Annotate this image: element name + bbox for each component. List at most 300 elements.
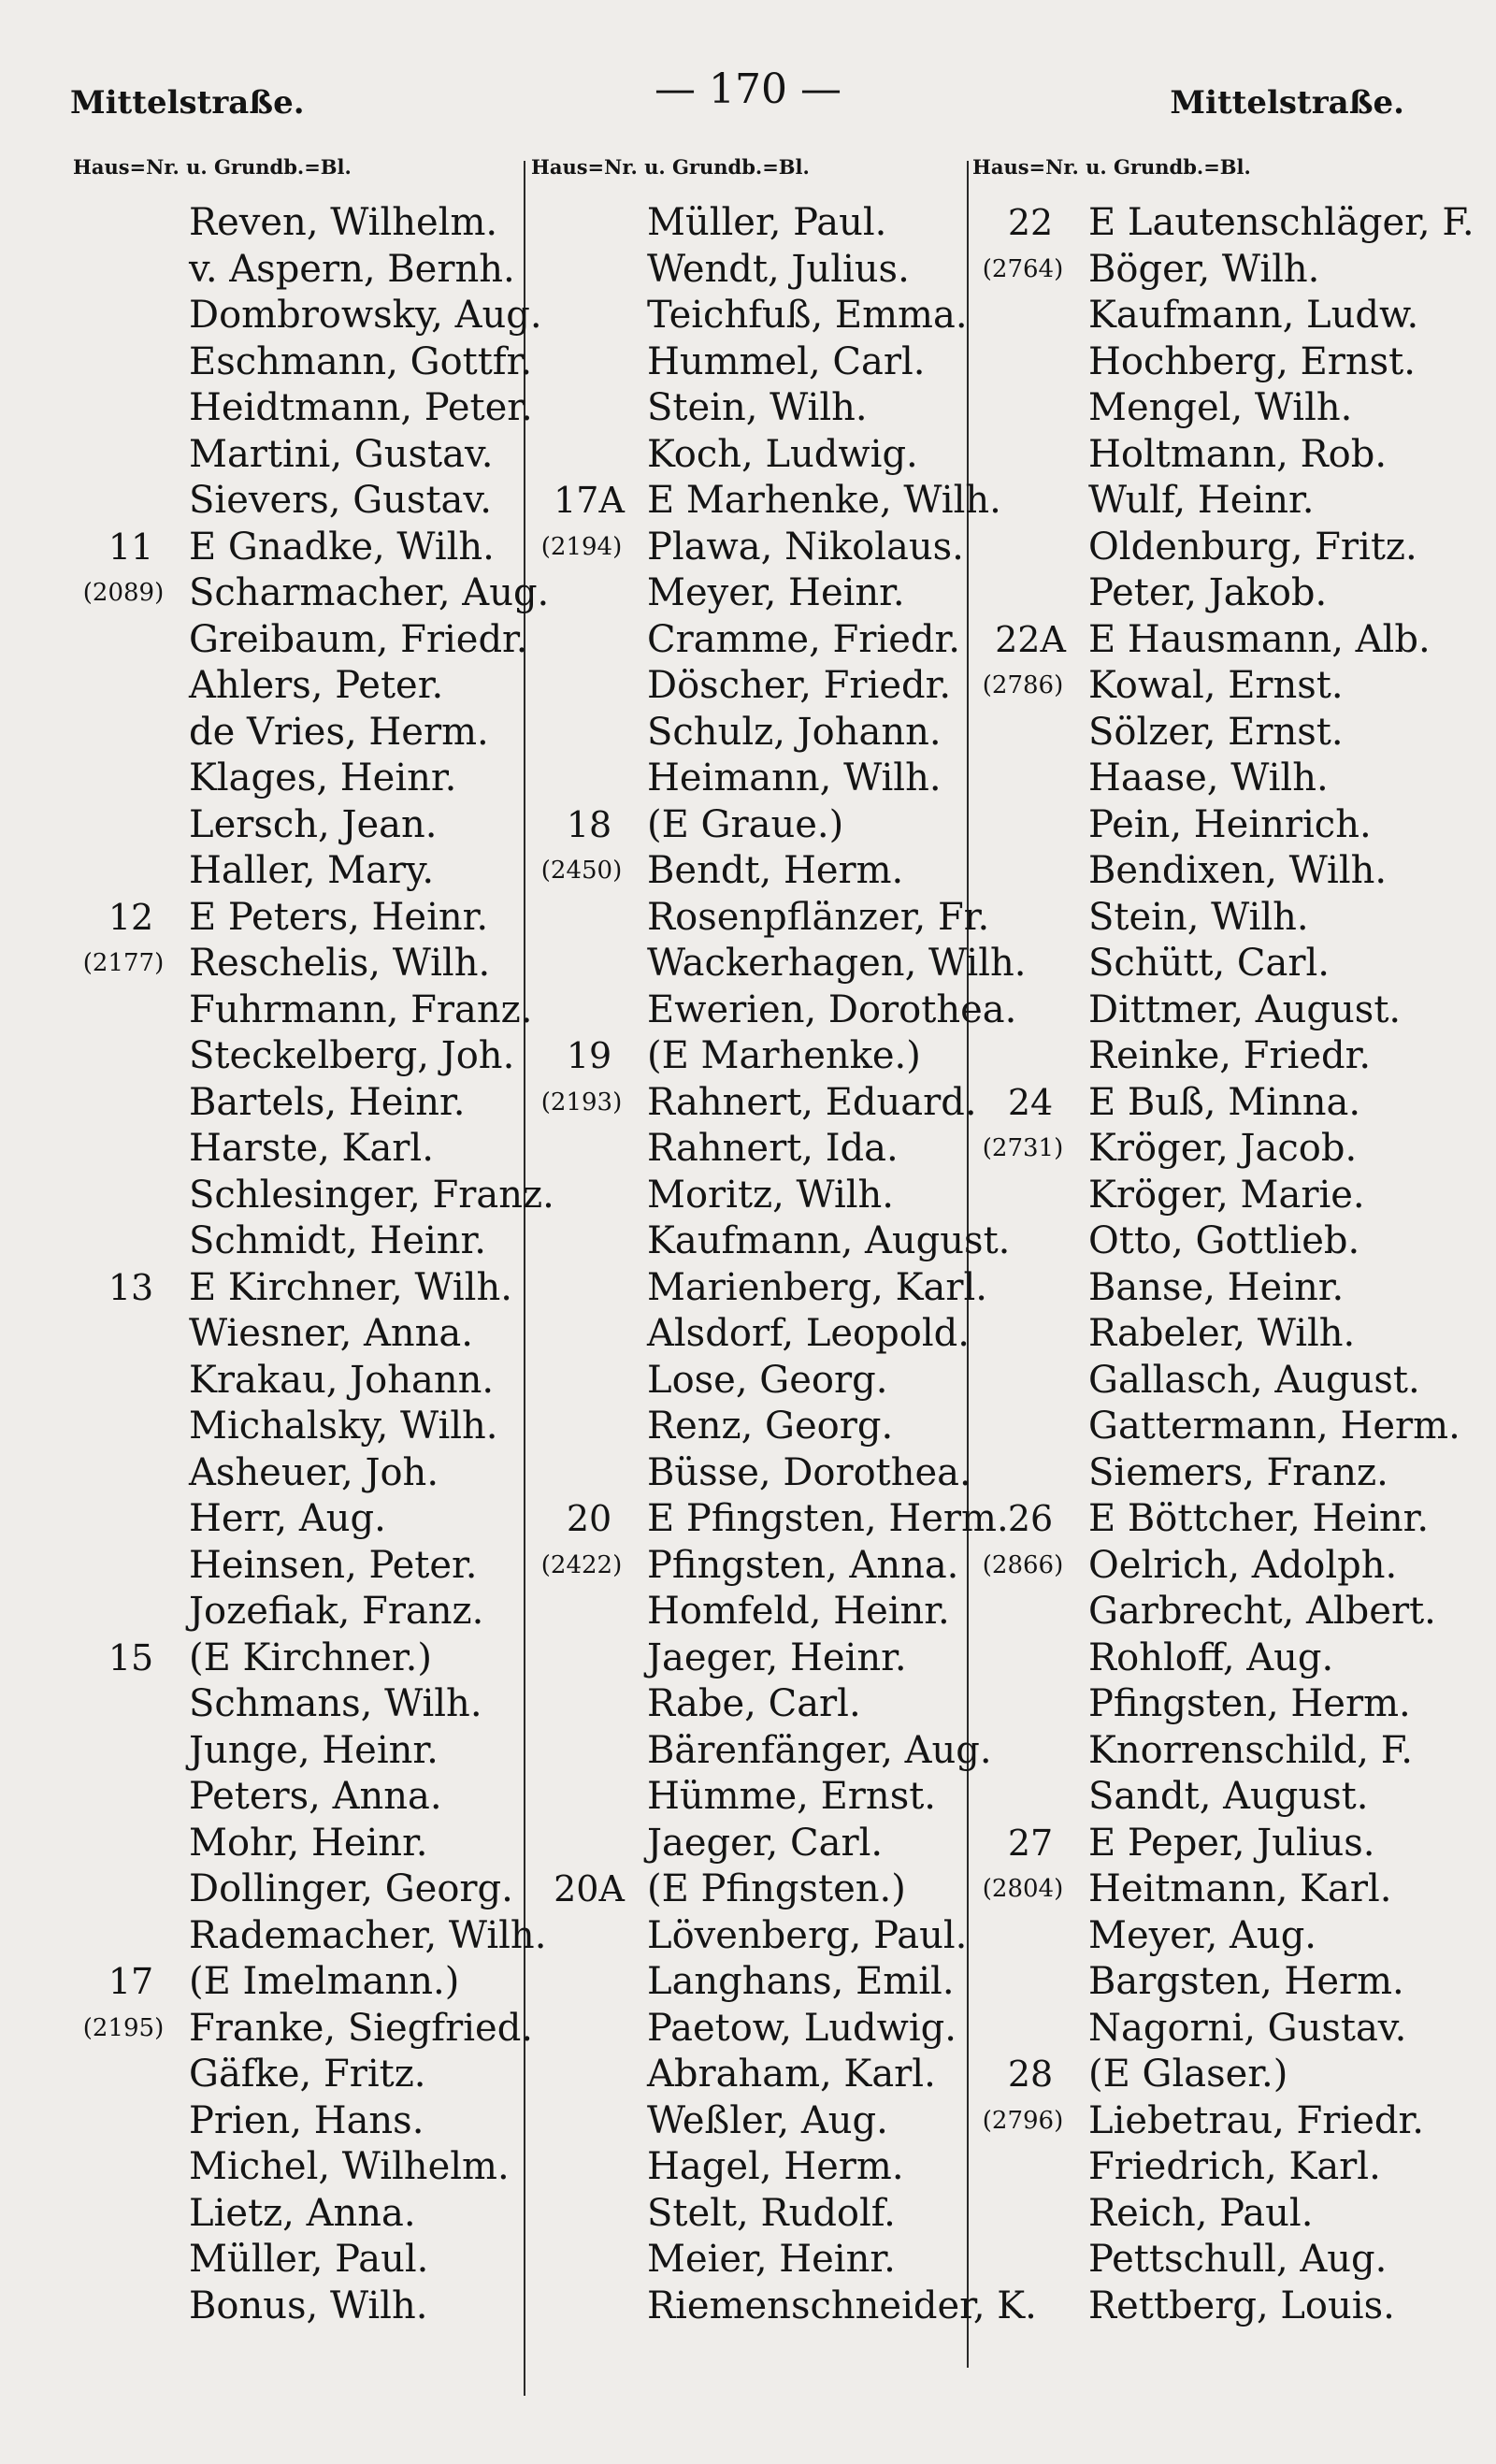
resident-name: Oelrich, Adolph. xyxy=(1088,1543,1398,1587)
resident-name: (E Glaser.) xyxy=(1088,2053,1288,2096)
list-item xyxy=(972,1218,1440,1265)
house-number: 15 xyxy=(108,1636,154,1679)
house-number: 22 xyxy=(1007,202,1054,243)
resident-name: Steckelberg, Joh. xyxy=(189,1034,515,1077)
resident-name: Rahnert, Ida. xyxy=(647,1127,899,1170)
resident-name: Wackerhagen, Wilh. xyxy=(647,942,1027,985)
list-item xyxy=(73,1728,524,1775)
list-item xyxy=(531,1821,971,1867)
resident-name: Lose, Georg. xyxy=(647,1358,888,1402)
list-item xyxy=(531,1635,971,1682)
list-item xyxy=(531,1080,977,1127)
list-item xyxy=(73,756,524,802)
list-item xyxy=(531,895,990,942)
resident-name: Asheuer, Joh. xyxy=(189,1450,439,1494)
land-register-number: (2089) xyxy=(82,579,165,607)
list-item xyxy=(531,2284,1037,2330)
list-item xyxy=(531,2052,971,2098)
resident-name: Oldenburg, Fritz. xyxy=(1088,525,1417,569)
list-item xyxy=(531,385,971,432)
list-item xyxy=(73,1218,524,1265)
page-header xyxy=(0,65,1496,122)
resident-name: (E Pfingsten.) xyxy=(647,1867,906,1910)
list-item xyxy=(531,1358,971,1405)
resident-name: Eschmann, Gottfr. xyxy=(189,339,533,383)
list-item xyxy=(73,293,542,339)
list-item xyxy=(972,895,1440,942)
list-item xyxy=(972,1311,1440,1358)
list-item xyxy=(531,1126,971,1173)
resident-name: Franke, Siegfried. xyxy=(189,2006,534,2050)
resident-name: Peters, Anna. xyxy=(189,1775,442,1818)
house-number: 17A xyxy=(554,480,625,521)
resident-name: Fuhrmann, Franz. xyxy=(189,987,533,1031)
list-item xyxy=(73,247,524,294)
list-item xyxy=(73,570,550,617)
list-item xyxy=(531,525,971,571)
resident-name: Heimann, Wilh. xyxy=(647,756,942,800)
resident-name: Knorrenschild, F. xyxy=(1088,1728,1413,1772)
resident-name: Gattermann, Herm. xyxy=(1088,1405,1460,1448)
resident-name: Michel, Wilhelm. xyxy=(189,2145,510,2188)
land-register-number: (2804) xyxy=(982,1875,1064,1903)
list-item xyxy=(73,895,524,942)
land-register-number: (2764) xyxy=(982,254,1064,283)
list-item xyxy=(972,1173,1440,1219)
page-number: — 170 — xyxy=(654,65,842,113)
list-item xyxy=(531,941,1027,987)
resident-name: Hochberg, Ernst. xyxy=(1088,339,1416,383)
list-item xyxy=(531,1218,1011,1265)
resident-name: E Böttcher, Heinr. xyxy=(1088,1497,1430,1540)
list-item xyxy=(531,802,971,849)
column-header: Haus=Nr. u. Grundb.=Bl. xyxy=(531,155,810,179)
list-item xyxy=(73,2237,524,2284)
list-item xyxy=(972,2006,1440,2053)
resident-name: Lersch, Jean. xyxy=(189,802,438,846)
resident-name: Abraham, Karl. xyxy=(647,2053,936,2096)
house-number: 17 xyxy=(108,1961,154,2002)
list-item xyxy=(531,478,1001,525)
resident-name: (E Graue.) xyxy=(647,802,844,846)
resident-name: Reich, Paul. xyxy=(1088,2191,1314,2235)
resident-name: Rohloff, Aug. xyxy=(1088,1635,1334,1679)
resident-name: Haller, Mary. xyxy=(189,849,435,892)
resident-name: Hagel, Herm. xyxy=(647,2145,904,2188)
resident-name: Weßler, Aug. xyxy=(647,2098,888,2142)
house-number: 13 xyxy=(108,1266,154,1308)
resident-name: de Vries, Herm. xyxy=(189,710,489,754)
house-number: 27 xyxy=(1007,1822,1054,1864)
list-item xyxy=(73,1635,524,1682)
resident-name: Rosenpflänzer, Fr. xyxy=(647,895,990,939)
resident-name: Schmans, Wilh. xyxy=(189,1682,482,1725)
list-item xyxy=(531,756,971,802)
resident-name: Rahnert, Eduard. xyxy=(647,1080,977,1124)
resident-name: Krakau, Johann. xyxy=(189,1358,495,1402)
resident-name: Riemenschneider, K. xyxy=(647,2284,1037,2327)
resident-name: Meyer, Aug. xyxy=(1088,1913,1317,1957)
resident-name: Sandt, August. xyxy=(1088,1775,1369,1818)
resident-name: Holtmann, Rob. xyxy=(1088,432,1388,476)
resident-name: Schlesinger, Franz. xyxy=(189,1173,554,1217)
list-item xyxy=(73,385,533,432)
list-item xyxy=(972,478,1440,525)
list-item xyxy=(531,2006,971,2053)
list-item xyxy=(73,1496,524,1543)
list-item xyxy=(972,1033,1440,1080)
resident-name: Ewerien, Dorothea. xyxy=(647,987,1017,1031)
resident-name: Rabe, Carl. xyxy=(647,1682,861,1725)
list-item xyxy=(972,1774,1440,1821)
list-item xyxy=(73,617,528,664)
resident-name: Bärenfänger, Aug. xyxy=(647,1728,992,1772)
house-number: 19 xyxy=(566,1035,612,1076)
list-item xyxy=(972,1635,1440,1682)
list-item xyxy=(972,2144,1440,2191)
resident-name: Bartels, Heinr. xyxy=(189,1080,466,1124)
list-item xyxy=(972,2052,1440,2098)
list-item xyxy=(972,756,1440,802)
list-item xyxy=(73,2006,534,2053)
list-item xyxy=(531,247,971,294)
resident-name: Otto, Gottlieb. xyxy=(1088,1219,1360,1262)
list-item xyxy=(73,1311,524,1358)
house-number: 24 xyxy=(1007,1081,1054,1123)
resident-name: Dollinger, Georg. xyxy=(189,1867,513,1910)
list-item xyxy=(73,663,524,710)
list-item xyxy=(972,1496,1440,1543)
land-register-number: (2450) xyxy=(540,857,623,885)
list-item xyxy=(73,1265,524,1312)
resident-name: Pettschull, Aug. xyxy=(1088,2238,1388,2281)
column-header: Haus=Nr. u. Grundb.=Bl. xyxy=(972,155,1251,179)
list-item xyxy=(73,2144,524,2191)
resident-name: Hümme, Ernst. xyxy=(647,1775,937,1818)
house-number: 12 xyxy=(108,896,154,938)
list-item xyxy=(531,1033,971,1080)
resident-name: Mengel, Wilh. xyxy=(1088,386,1353,429)
list-item xyxy=(531,432,971,479)
resident-name: Meyer, Heinr. xyxy=(647,571,905,614)
list-item xyxy=(972,1450,1440,1497)
resident-name: (E Imelmann.) xyxy=(189,1960,460,2003)
list-item xyxy=(972,1543,1440,1590)
list-item xyxy=(972,710,1440,756)
list-item xyxy=(73,1821,524,1867)
resident-name: Lövenberg, Paul. xyxy=(647,1913,968,1957)
resident-name: E Lautenschläger, F. xyxy=(1088,201,1474,244)
land-register-number: (2786) xyxy=(982,671,1064,699)
column-divider xyxy=(524,161,525,2396)
list-item xyxy=(531,710,971,756)
resident-name: Heidtmann, Peter. xyxy=(189,386,533,429)
street-name-right: Mittelstraße. xyxy=(1170,84,1404,122)
list-item xyxy=(73,1358,524,1405)
list-item xyxy=(531,1959,971,2006)
list-item xyxy=(531,1311,971,1358)
land-register-number: (2193) xyxy=(540,1088,623,1117)
resident-name: Nagorni, Gustav. xyxy=(1088,2006,1407,2050)
resident-name: Gallasch, August. xyxy=(1088,1358,1420,1402)
resident-name: Liebetrau, Friedr. xyxy=(1088,2098,1424,2142)
list-item xyxy=(73,1450,524,1497)
list-item xyxy=(73,1126,524,1173)
resident-name: Stein, Wilh. xyxy=(647,386,868,429)
list-item xyxy=(73,710,524,756)
list-item xyxy=(531,293,971,339)
resident-name: Michalsky, Wilh. xyxy=(189,1405,498,1448)
list-item xyxy=(531,617,971,664)
land-register-number: (2866) xyxy=(982,1550,1064,1579)
resident-name: Martini, Gustav. xyxy=(189,432,494,476)
resident-name: Kröger, Marie. xyxy=(1088,1173,1365,1217)
resident-name: Reschelis, Wilh. xyxy=(189,942,491,985)
list-item xyxy=(972,1681,1440,1728)
list-item xyxy=(531,1543,971,1590)
resident-name: Müller, Paul. xyxy=(647,201,887,244)
house-number: 20 xyxy=(566,1498,612,1539)
resident-name: Moritz, Wilh. xyxy=(647,1173,895,1217)
list-item xyxy=(972,663,1440,710)
resident-name: E Peper, Julius. xyxy=(1088,1821,1375,1865)
list-item xyxy=(531,1496,1009,1543)
house-number: 18 xyxy=(566,803,612,845)
list-item xyxy=(531,1450,971,1497)
resident-name: Bonus, Wilh. xyxy=(189,2284,428,2327)
resident-name: Koch, Ludwig. xyxy=(647,432,918,476)
resident-name: Friedrich, Karl. xyxy=(1088,2145,1381,2188)
list-item xyxy=(73,1774,524,1821)
resident-name: Bendixen, Wilh. xyxy=(1088,849,1388,892)
list-item xyxy=(972,2237,1440,2284)
resident-name: Wiesner, Anna. xyxy=(189,1312,473,1355)
list-item xyxy=(73,802,524,849)
resident-name: Pfingsten, Herm. xyxy=(1088,1682,1411,1725)
list-item xyxy=(73,941,524,987)
list-item xyxy=(972,802,1440,849)
list-item xyxy=(73,1404,524,1450)
resident-name: Lietz, Anna. xyxy=(189,2191,416,2235)
resident-name: v. Aspern, Bernh. xyxy=(189,247,515,291)
list-item xyxy=(972,848,1440,895)
resident-name: E Kirchner, Wilh. xyxy=(189,1265,512,1309)
column-header: Haus=Nr. u. Grundb.=Bl. xyxy=(73,155,352,179)
resident-name: Scharmacher, Aug. xyxy=(189,571,550,614)
resident-name: Bendt, Herm. xyxy=(647,849,904,892)
resident-name: Bargsten, Herm. xyxy=(1088,1960,1404,2003)
resident-name: Jozefiak, Franz. xyxy=(189,1590,484,1633)
list-item xyxy=(73,2284,524,2330)
land-register-number: (2422) xyxy=(540,1550,623,1579)
resident-name: Sölzer, Ernst. xyxy=(1088,710,1344,754)
resident-name: Renz, Georg. xyxy=(647,1405,894,1448)
list-item xyxy=(73,1959,524,2006)
resident-name: Rademacher, Wilh. xyxy=(189,1913,547,1957)
list-item xyxy=(531,200,971,247)
resident-name: Harste, Karl. xyxy=(189,1127,434,1170)
list-item xyxy=(73,478,524,525)
resident-name: E Hausmann, Alb. xyxy=(1088,617,1431,661)
house-number: 22A xyxy=(995,618,1066,660)
list-item xyxy=(73,525,524,571)
resident-name: Herr, Aug. xyxy=(189,1497,386,1540)
list-item xyxy=(531,1404,971,1450)
resident-name: Stelt, Rudolf. xyxy=(647,2191,896,2235)
list-item xyxy=(972,525,1440,571)
resident-name: Schmidt, Heinr. xyxy=(189,1219,486,1262)
list-item xyxy=(73,1173,554,1219)
list-item xyxy=(972,247,1440,294)
resident-name: Ahlers, Peter. xyxy=(189,664,444,707)
list-item xyxy=(972,1728,1440,1775)
list-item xyxy=(972,385,1440,432)
resident-name: Stein, Wilh. xyxy=(1088,895,1309,939)
resident-name: Haase, Wilh. xyxy=(1088,756,1329,800)
list-item xyxy=(73,1080,524,1127)
list-item xyxy=(972,617,1440,664)
resident-name: Pein, Heinrich. xyxy=(1088,802,1372,846)
resident-name: Heinsen, Peter. xyxy=(189,1543,478,1587)
land-register-number: (2731) xyxy=(982,1134,1064,1162)
resident-name: Klages, Heinr. xyxy=(189,756,457,800)
resident-name: Reven, Wilhelm. xyxy=(189,201,498,244)
list-item xyxy=(531,848,971,895)
list-item xyxy=(972,2284,1440,2330)
list-item xyxy=(73,1913,547,1960)
list-item xyxy=(531,663,971,710)
list-item xyxy=(73,432,524,479)
list-item xyxy=(972,1913,1440,1960)
list-item xyxy=(531,339,971,386)
land-register-number: (2796) xyxy=(982,2106,1064,2135)
resident-name: Kaufmann, Ludw. xyxy=(1088,294,1419,337)
list-item xyxy=(972,432,1440,479)
resident-name: Schütt, Carl. xyxy=(1088,942,1330,985)
resident-name: Homfeld, Heinr. xyxy=(647,1590,950,1633)
list-item xyxy=(972,941,1440,987)
resident-name: Garbrecht, Albert. xyxy=(1088,1590,1436,1633)
column-1 xyxy=(73,155,554,2329)
resident-name: E Pfingsten, Herm. xyxy=(647,1497,1009,1540)
list-item xyxy=(531,1265,987,1312)
land-register-number: (2177) xyxy=(82,949,165,977)
land-register-number: (2195) xyxy=(82,2013,165,2042)
resident-name: Plawa, Nikolaus. xyxy=(647,525,964,569)
house-number: 20A xyxy=(554,1868,625,1909)
resident-name: Langhans, Emil. xyxy=(647,1960,955,2003)
resident-name: E Gnadke, Wilh. xyxy=(189,525,495,569)
list-item xyxy=(73,200,524,247)
list-item xyxy=(972,200,1474,247)
land-register-number: (2194) xyxy=(540,532,623,561)
house-number: 11 xyxy=(108,526,154,568)
list-item xyxy=(972,570,1440,617)
resident-name: Heitmann, Karl. xyxy=(1088,1867,1392,1910)
resident-name: Hummel, Carl. xyxy=(647,339,926,383)
resident-name: Müller, Paul. xyxy=(189,2238,429,2281)
list-item xyxy=(972,2191,1440,2238)
resident-name: (E Kirchner.) xyxy=(189,1635,432,1679)
street-name-left: Mittelstraße. xyxy=(70,84,305,122)
list-item xyxy=(531,1173,971,1219)
resident-name: Jaeger, Heinr. xyxy=(647,1635,907,1679)
resident-name: Peter, Jakob. xyxy=(1088,571,1328,614)
resident-name: Schulz, Johann. xyxy=(647,710,942,754)
list-item xyxy=(972,1404,1460,1450)
list-item xyxy=(73,2191,524,2238)
list-item xyxy=(531,2098,971,2145)
resident-name: Dombrowsky, Aug. xyxy=(189,294,542,337)
resident-name: Alsdorf, Leopold. xyxy=(647,1312,970,1355)
list-item xyxy=(972,1866,1440,1913)
list-item xyxy=(972,1589,1440,1635)
list-item xyxy=(73,2098,524,2145)
list-item xyxy=(972,1959,1440,2006)
resident-name: Büsse, Dorothea. xyxy=(647,1450,971,1494)
resident-name: Marienberg, Karl. xyxy=(647,1265,987,1309)
list-item xyxy=(73,848,524,895)
resident-name: Wulf, Heinr. xyxy=(1088,479,1315,522)
resident-name: E Peters, Heinr. xyxy=(189,895,489,939)
resident-name: Siemers, Franz. xyxy=(1088,1450,1388,1494)
list-item xyxy=(531,1774,971,1821)
list-item xyxy=(73,339,533,386)
list-item xyxy=(73,1589,524,1635)
resident-name: Paetow, Ludwig. xyxy=(647,2006,957,2050)
list-item xyxy=(972,293,1440,339)
resident-name: Döscher, Friedr. xyxy=(647,664,952,707)
list-item xyxy=(972,1265,1440,1312)
list-item xyxy=(531,1913,971,1960)
resident-name: Mohr, Heinr. xyxy=(189,1821,428,1865)
list-item xyxy=(972,1358,1440,1405)
resident-name: Reinke, Friedr. xyxy=(1088,1034,1372,1077)
resident-name: Pfingsten, Anna. xyxy=(647,1543,959,1587)
list-item xyxy=(531,2144,971,2191)
resident-name: Cramme, Friedr. xyxy=(647,617,960,661)
resident-name: Gäfke, Fritz. xyxy=(189,2053,426,2096)
resident-name: Rettberg, Louis. xyxy=(1088,2284,1395,2327)
resident-name: Meier, Heinr. xyxy=(647,2238,896,2281)
list-item xyxy=(531,1866,971,1913)
list-item xyxy=(531,2191,971,2238)
list-item xyxy=(972,1126,1440,1173)
list-item xyxy=(73,1866,524,1913)
resident-name: Jaeger, Carl. xyxy=(647,1821,884,1865)
house-number: 26 xyxy=(1007,1498,1054,1539)
resident-name: Kaufmann, August. xyxy=(647,1219,1011,1262)
list-item xyxy=(972,987,1440,1034)
resident-name: Böger, Wilh. xyxy=(1088,247,1320,291)
list-item xyxy=(972,339,1440,386)
resident-name: Greibaum, Friedr. xyxy=(189,617,528,661)
list-item xyxy=(531,2237,971,2284)
resident-name: (E Marhenke.) xyxy=(647,1034,921,1077)
list-item xyxy=(531,1728,992,1775)
column-3 xyxy=(972,155,1474,2329)
list-item xyxy=(73,987,533,1034)
resident-name: Banse, Heinr. xyxy=(1088,1265,1345,1309)
resident-name: E Marhenke, Wilh. xyxy=(647,479,1001,522)
list-item xyxy=(73,1033,524,1080)
list-item xyxy=(972,1080,1440,1127)
resident-name: Kröger, Jacob. xyxy=(1088,1127,1358,1170)
house-number: 28 xyxy=(1007,2053,1054,2095)
list-item xyxy=(972,1821,1440,1867)
resident-name: Teichfuß, Emma. xyxy=(647,294,968,337)
resident-name: Dittmer, August. xyxy=(1088,987,1402,1031)
